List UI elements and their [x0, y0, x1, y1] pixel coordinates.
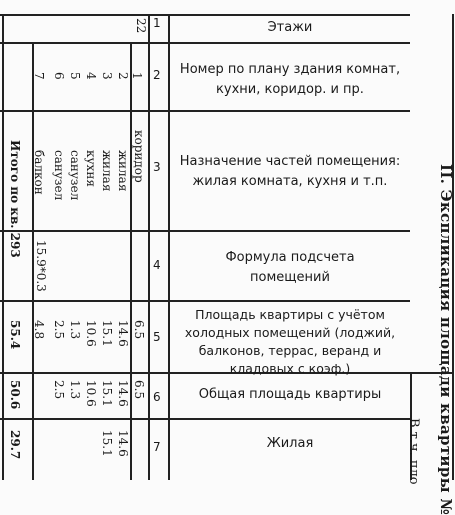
row-number: 7 — [32, 72, 46, 80]
column-number: 7 — [153, 440, 161, 454]
room-name: жилая — [116, 150, 130, 192]
column-number: 1 — [153, 16, 161, 30]
area-total: 14.6 — [116, 380, 130, 407]
room-name: коридор — [132, 130, 146, 183]
header-area-cold: Площадь квартиры с учётом холодных помещений (лоджий, балконов, террас, веранд и кладовых с коэф.) — [184, 307, 396, 376]
row-number: 6 — [52, 72, 66, 80]
row-number: 5 — [68, 72, 82, 80]
floor-number: 22 — [134, 18, 148, 34]
total-area-cold: 55.4 — [8, 320, 22, 350]
room-name: балкон — [32, 150, 46, 195]
column-number: 6 — [153, 390, 161, 404]
area-total: 1.3 — [68, 380, 82, 400]
area-total: 6.5 — [132, 380, 146, 400]
room-name: кухня — [84, 150, 98, 187]
header-area-total: Общая площадь квартиры — [198, 387, 382, 402]
area-cold: 4.8 — [32, 320, 46, 340]
column-number: 3 — [153, 160, 161, 174]
area-cold: 15.1 — [100, 320, 114, 347]
total-label: Итого по кв. 293 — [8, 140, 22, 258]
area-cold: 6.5 — [132, 320, 146, 340]
area-total: 15.1 — [100, 380, 114, 407]
area-cold: 14.6 — [116, 320, 130, 347]
column-number: 2 — [153, 68, 161, 82]
header-area-living: Жилая — [266, 436, 314, 451]
row-number: 3 — [100, 72, 114, 80]
room-name: санузел — [68, 150, 82, 201]
area-cold: 10.6 — [84, 320, 98, 347]
total-area-total: 50.6 — [8, 380, 22, 410]
header-formula: Формула подсчета помещений — [225, 250, 355, 285]
subheader-partial: В т.ч. пло — [406, 418, 421, 485]
row-number: 2 — [116, 72, 130, 80]
row-number: 4 — [84, 72, 98, 80]
header-purpose: Назначение частей помещения: жилая комната, кухня и т.п. — [179, 154, 401, 189]
header-floors: Этажи — [267, 20, 313, 35]
area-living: 15.1 — [100, 430, 114, 457]
area-living: 14.6 — [116, 430, 130, 457]
area-total: 10.6 — [84, 380, 98, 407]
area-cold: 1.3 — [68, 320, 82, 340]
total-area-living: 29.7 — [8, 430, 22, 460]
area-total: 2.5 — [52, 380, 66, 400]
column-number: 4 — [153, 258, 161, 272]
column-number: 5 — [153, 330, 161, 344]
header-plan-number: Номер по плану здания комнат, кухни, коридор. и пр. — [179, 62, 401, 97]
document-title: II. Экспликация площади квартиры № — [437, 164, 455, 515]
row-number: 1 — [130, 72, 144, 80]
formula-value: 15.9*0.3 — [34, 240, 48, 292]
room-name: санузел — [52, 150, 66, 201]
area-cold: 2.5 — [52, 320, 66, 340]
room-name: жилая — [100, 150, 114, 192]
